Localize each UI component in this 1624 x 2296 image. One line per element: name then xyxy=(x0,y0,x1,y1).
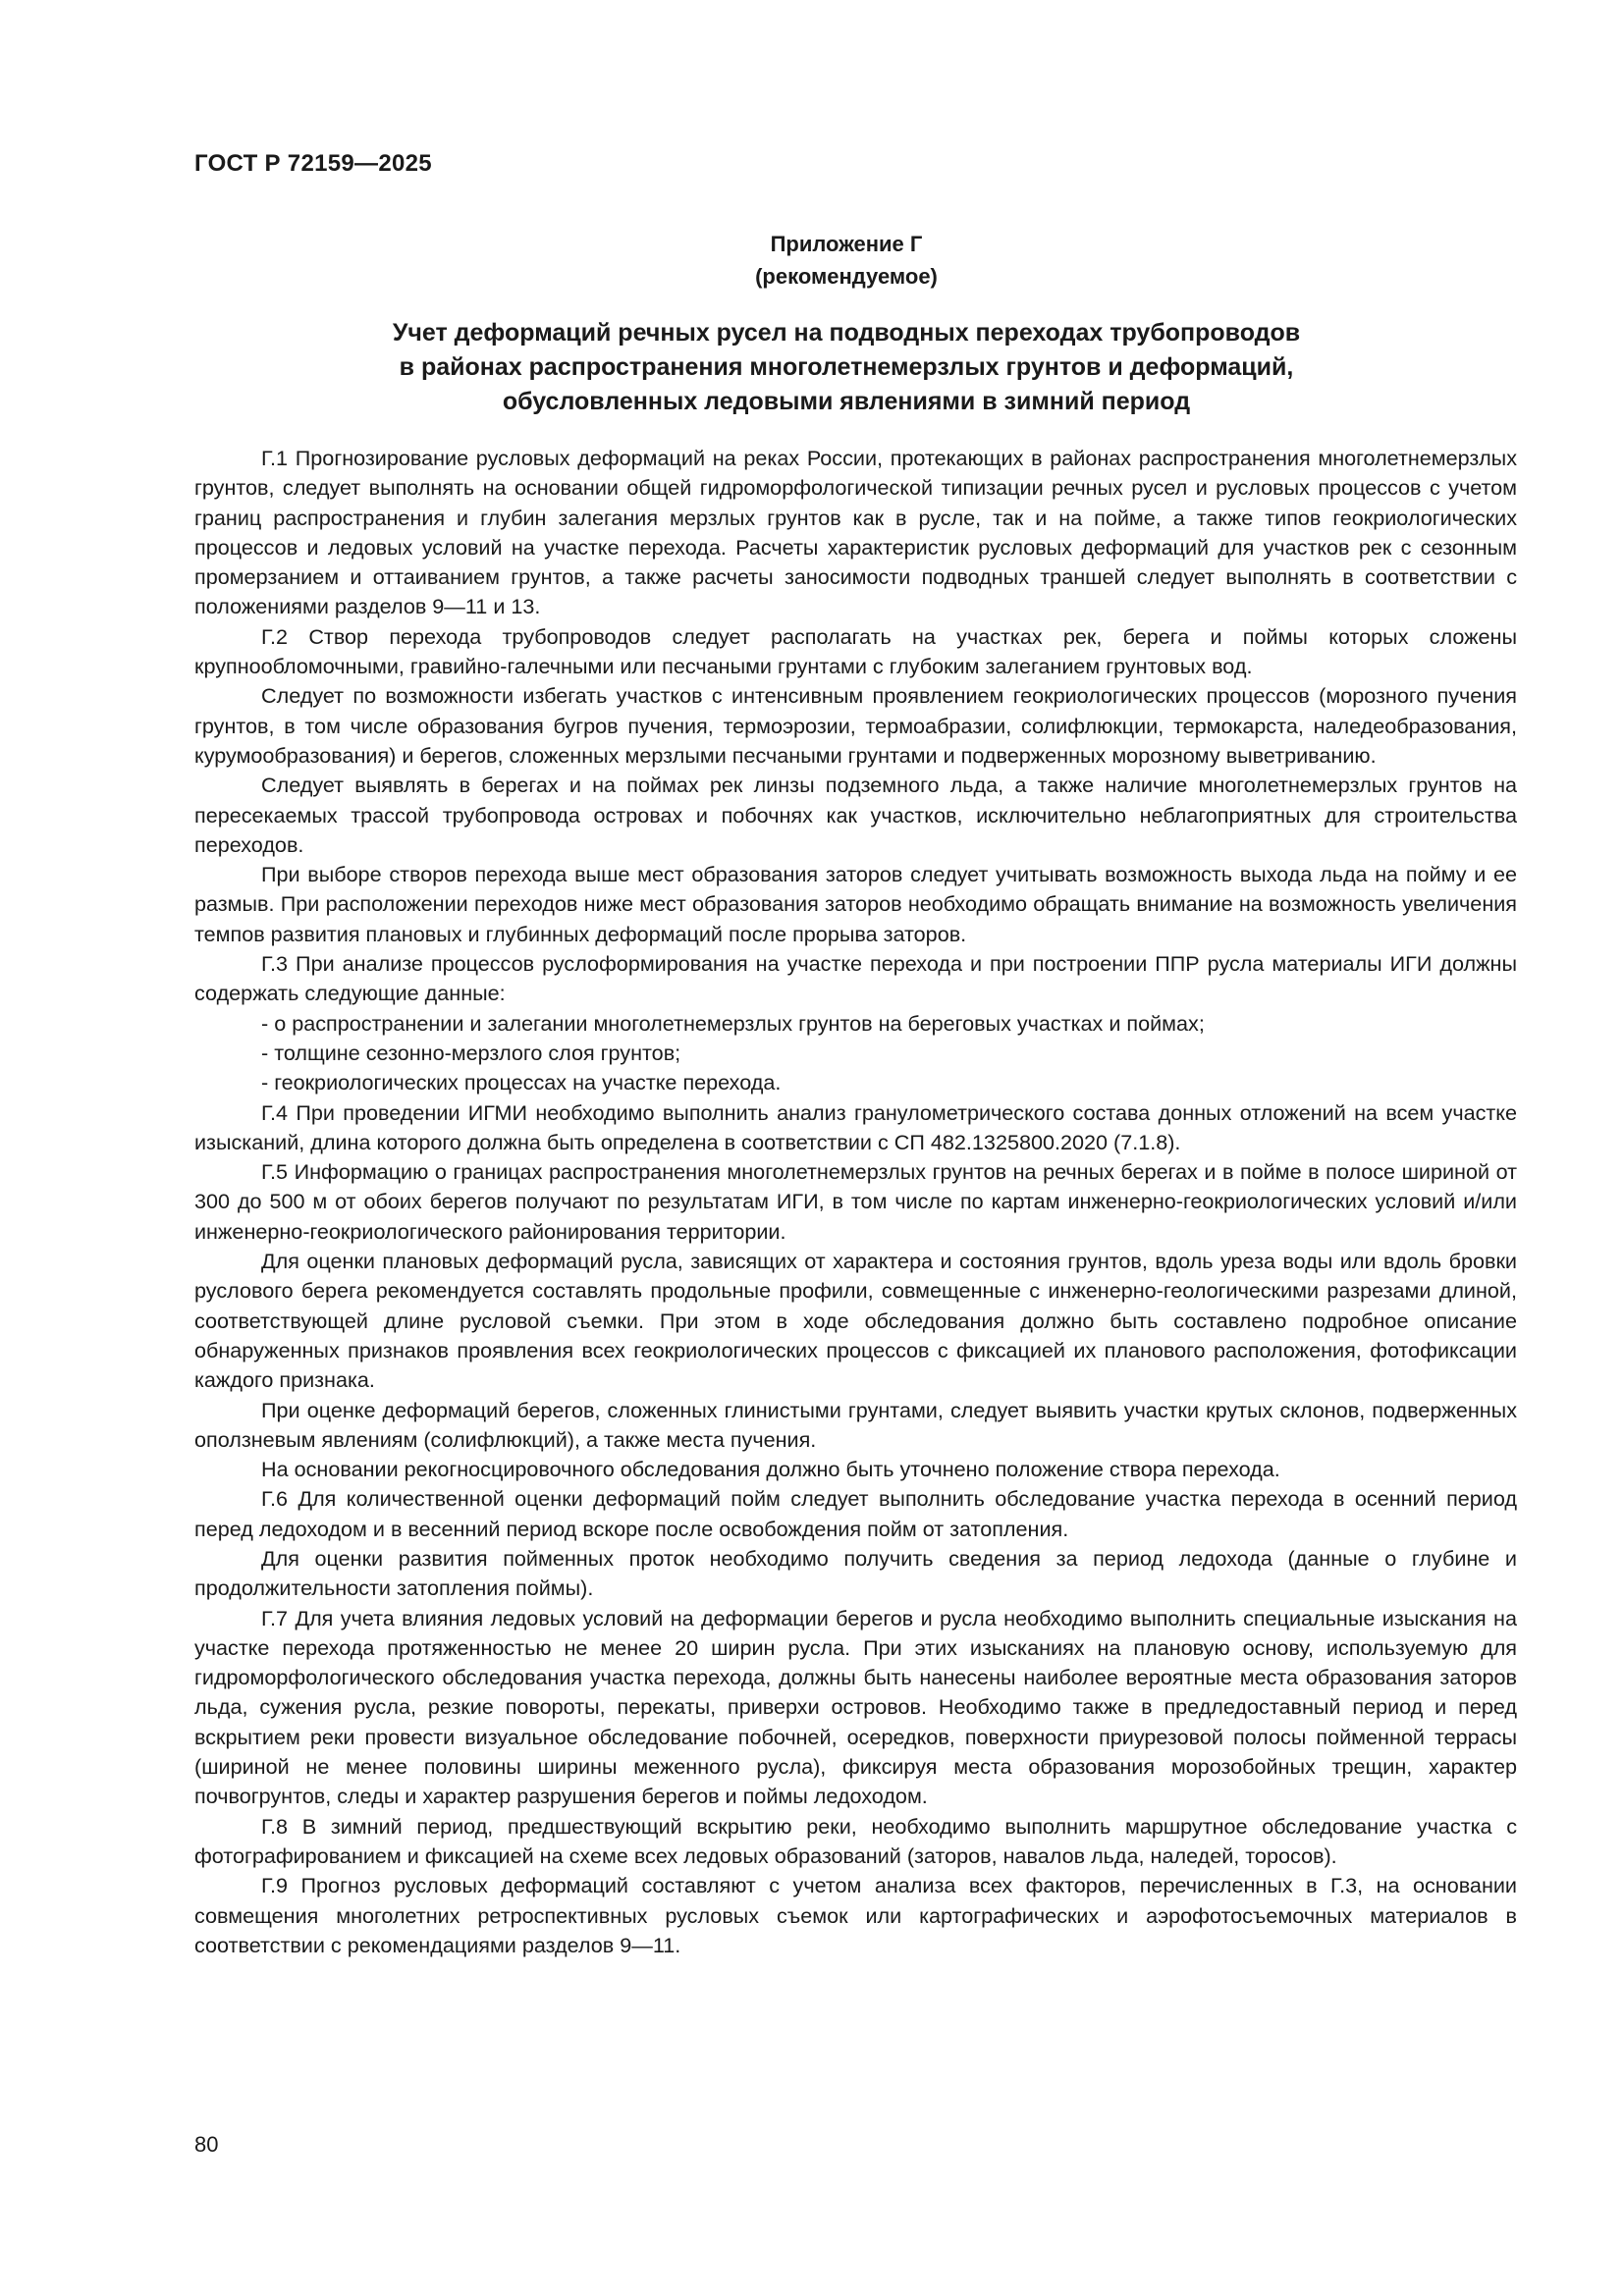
list-item: - толщине сезонно-мерзлого слоя грунтов; xyxy=(261,1040,681,1065)
title-line: Учет деформаций речных русел на подводных переходах трубопроводов xyxy=(392,319,1301,347)
standard-code: ГОСТ Р 72159—2025 xyxy=(194,150,432,177)
paragraph: При оценке деформаций берегов, сложенных глинистыми грунтами, следует выявить участки крутых склонов, подверженных оползневым явлениям (солифлюкций), а также места пучения. xyxy=(194,1397,1517,1452)
paragraph-g3: Г.3 При анализе процессов руслоформирования на участке перехода и при построении ППР русла материалы ИГИ должны содержать следующие данные: xyxy=(194,951,1517,1006)
paragraph-g1: Г.1 Прогнозирование русловых деформаций на реках России, протекающих в районах распространения многолетнемерзлых грунтов, следует выполнять на основании общей гидроморфологической типизации речных русел и русловых процессов с учетом границ распространения и глубин залегания мерзлых грунтов как в русле, так и на пойме, а также типов геокриологических процессов и ледовых условий на участке перехода. Расчеты характеристик русловых деформаций для участков рек с сезонным промерзанием и оттаиванием грунтов, а также расчеты заносимости подводных траншей следует выполнять в соответствии с положениями разделов 9—11 и 13. xyxy=(194,446,1517,619)
paragraph: Для оценки плановых деформаций русла, зависящих от характера и состояния грунтов, вдоль уреза воды или вдоль бровки руслового берега рекомендуется составлять продольные профили, совмещенные с инженерно-геологическими разрезами длиной, соответствующей длине русловой съемки. При этом в ходе обследования должно быть составлено подробное описание обнаруженных признаков проявления всех геокриологических процессов с фиксацией их планового расположения, фотофиксации каждого признака. xyxy=(194,1249,1517,1393)
paragraph-g4: Г.4 При проведении ИГМИ необходимо выполнить анализ гранулометрического состава донных отложений на всем участке изысканий, длина которого должна быть определена в соответствии с СП 482.1325800.2020 (7.1.8). xyxy=(194,1099,1517,1154)
body-text xyxy=(194,444,1517,1960)
appendix-heading xyxy=(0,228,1624,293)
paragraph: На основании рекогносцировочного обследования должно быть уточнено положение створа перехода. xyxy=(261,1457,1280,1482)
paragraph-g7: Г.7 Для учета влияния ледовых условий на деформации берегов и русла необходимо выполнить специальные изыскания на участке перехода протяженностью не менее 20 ширин русла. При этих изысканиях на плановую основу, используемую для гидроморфологического обследования участка перехода, должны быть нанесены наиболее вероятные места образования заторов льда, сужения русла, резкие повороты, перекаты, приверхи островов. Необходимо также в предледоставный период и перед вскрытием реки провести визуальное обследование побочней, осередков, поверхности приурезовой полосы пойменной террасы (шириной не менее половины ширины меженного русла), фиксируя места образования морозобойных трещин, характер почвогрунтов, следы и характер разрушения берегов и поймы ледоходом. xyxy=(194,1605,1517,1809)
paragraph-g2: Г.2 Створ перехода трубопроводов следует располагать на участках рек, берега и поймы которых сложены крупнообломочными, гравийно-галечными или песчаными грунтами с глубоким залеганием грунтовых вод. xyxy=(194,623,1517,679)
appendix-title xyxy=(0,316,1624,419)
paragraph-g5: Г.5 Информацию о границах распространения многолетнемерзлых грунтов на речных берегах и в пойме в полосе шириной от 300 до 500 м от обоих берегов получают по результатам ИГИ, в том числе по картам инженерно-геокриологических условий и/или инженерно-геокриологического районирования территории. xyxy=(194,1159,1517,1244)
paragraph-g9: Г.9 Прогноз русловых деформаций составляют с учетом анализа всех факторов, перечисленных в Г.3, на основании совмещения многолетних ретроспективных русловых съемок или картографических и аэрофотосъемочных материалов в соответствии с рекомендациями разделов 9—11. xyxy=(194,1873,1517,1957)
paragraph-g8: Г.8 В зимний период, предшествующий вскрытию реки, необходимо выполнить маршрутное обследование участка с фотографированием и фиксацией на схеме всех ледовых образований (заторов, навалов льда, наледей, торосов). xyxy=(194,1813,1517,1868)
appendix-label: Приложение Г xyxy=(770,232,923,256)
list-item: - геокриологических процессах на участке перехода. xyxy=(261,1070,782,1095)
title-line: обусловленных ледовыми явлениями в зимний период xyxy=(502,388,1191,415)
paragraph: Для оценки развития пойменных проток необходимо получить сведения за период ледохода (данные о глубине и продолжительности затопления поймы). xyxy=(194,1545,1517,1601)
page-number: 80 xyxy=(194,2132,219,2157)
appendix-status: (рекомендуемое) xyxy=(755,264,938,289)
list-item: - о распространении и залегании многолетнемерзлых грунтов на береговых участках и поймах; xyxy=(261,1010,1205,1036)
paragraph-g6: Г.6 Для количественной оценки деформаций пойм следует выполнить обследование участка перехода в осенний период перед ледоходом и в весенний период вскоре после освобождения пойм от затопления. xyxy=(194,1486,1517,1541)
paragraph: Следует по возможности избегать участков с интенсивным проявлением геокриологических процессов (морозного пучения грунтов, в том числе образования бугров пучения, термоэрозии, термоабразии, солифлюкции, термокарста, наледеобразования, курумообразования) и берегов, сложенных мерзлыми песчаными грунтами и подверженных морозному выветриванию. xyxy=(194,683,1517,768)
title-line: в районах распространения многолетнемерзлых грунтов и деформаций, xyxy=(399,353,1294,381)
paragraph: Следует выявлять в берегах и на поймах рек линзы подземного льда, а также наличие многолетнемерзлых грунтов на пересекаемых трассой трубопровода островах и побочнях как участков, исключительно неблагоприятных для строительства переходов. xyxy=(194,773,1517,857)
paragraph: При выборе створов перехода выше мест образования заторов следует учитывать возможность выхода льда на пойму и ее размыв. При расположении переходов ниже мест образования заторов необходимо обращать внимание на возможность увеличения темпов развития плановых и глубинных деформаций после прорыва заторов. xyxy=(194,862,1517,946)
